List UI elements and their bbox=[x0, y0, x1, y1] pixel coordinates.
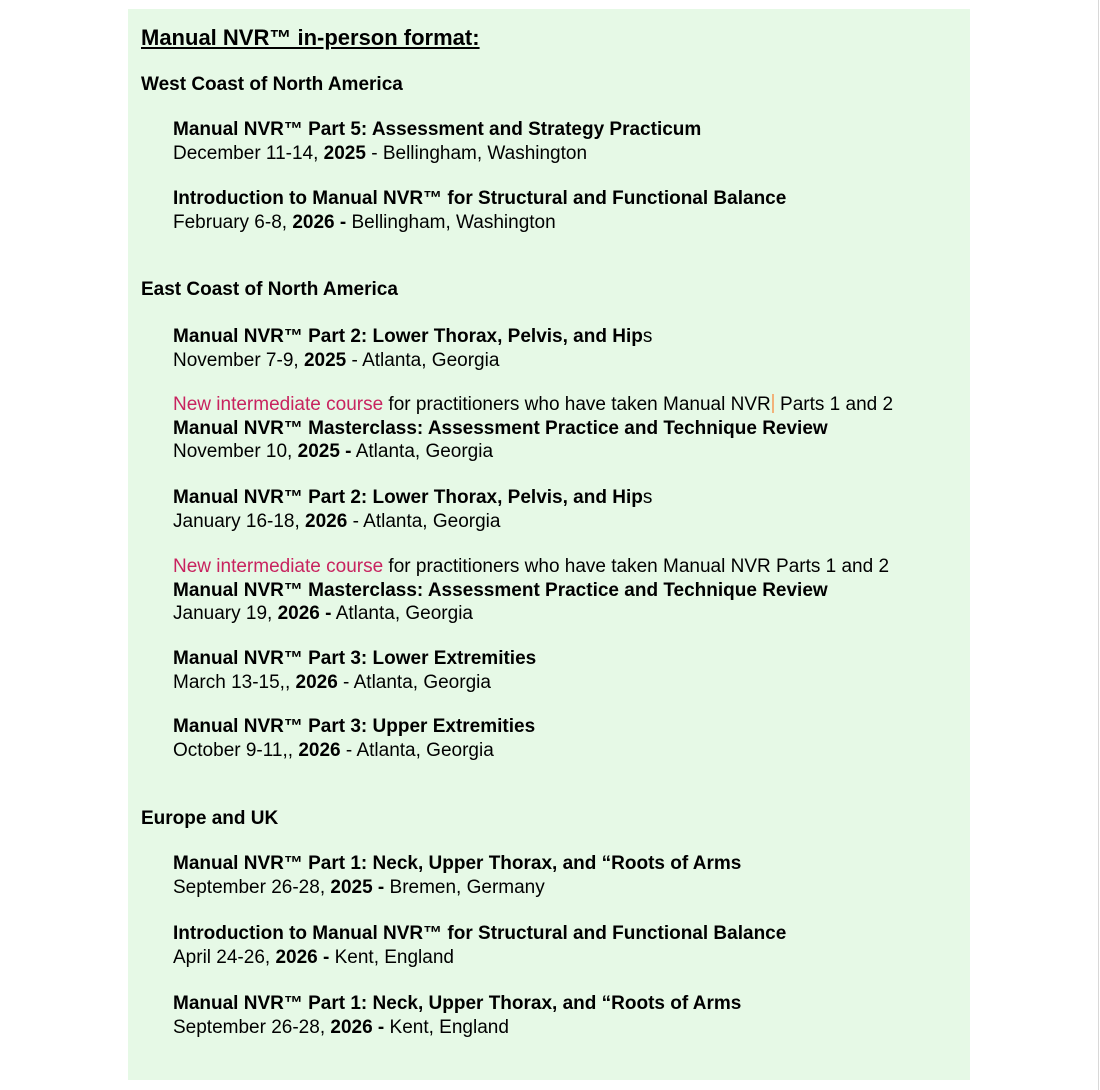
course-year: 2025 bbox=[303, 349, 347, 371]
course-entry bbox=[173, 852, 741, 899]
course-year: 2025 bbox=[323, 142, 366, 164]
course-year: 2026 - bbox=[275, 946, 330, 968]
course-location: Bremen, Germany bbox=[389, 876, 545, 898]
course-entry bbox=[173, 325, 652, 372]
separator: - bbox=[346, 349, 363, 371]
course-title-line bbox=[173, 325, 652, 349]
page-edge-divider bbox=[1098, 0, 1099, 1090]
course-date-line bbox=[173, 946, 786, 970]
course-year: 2025 - bbox=[297, 441, 352, 462]
course-entry bbox=[173, 187, 786, 234]
course-title: Manual NVR™ Part 2: Lower Thorax, Pelvis, and Hip bbox=[173, 487, 643, 508]
course-note bbox=[173, 393, 893, 417]
course-date: March 13-15,, bbox=[173, 671, 296, 693]
course-year: 2026 - bbox=[330, 1016, 385, 1038]
course-location: Bellingham, Washington bbox=[382, 142, 588, 164]
course-entry bbox=[173, 486, 652, 533]
course-entry bbox=[173, 118, 701, 165]
course-title: Manual NVR™ Part 5: Assessment and Strategy Practicum bbox=[173, 119, 702, 140]
region-heading-east-coast: East Coast of North America bbox=[141, 279, 398, 300]
course-title-tail: s bbox=[642, 487, 653, 508]
course-date: April 24-26, bbox=[173, 946, 276, 968]
course-date: January 16-18, bbox=[173, 510, 306, 532]
course-location: Atlanta, Georgia bbox=[353, 671, 491, 693]
course-date-line bbox=[173, 739, 535, 763]
course-year: 2026 bbox=[305, 510, 348, 532]
course-date-line bbox=[173, 211, 786, 235]
course-date-line bbox=[173, 440, 893, 464]
note-text: for practitioners who have taken Manual NVR Parts 1 and 2 bbox=[383, 556, 890, 577]
course-title-line bbox=[173, 486, 652, 510]
course-location: Atlanta, Georgia bbox=[355, 441, 494, 462]
course-entry bbox=[173, 715, 535, 762]
note-text: Parts 1 and 2 bbox=[774, 394, 894, 415]
course-date: January 19, bbox=[173, 603, 278, 624]
course-location: Atlanta, Georgia bbox=[335, 603, 473, 624]
course-location: Atlanta, Georgia bbox=[363, 510, 501, 532]
course-location: Atlanta, Georgia bbox=[356, 739, 494, 761]
course-date-line bbox=[173, 142, 701, 166]
course-date-line bbox=[173, 876, 741, 900]
separator: - bbox=[365, 142, 383, 164]
region-heading-west-coast: West Coast of North America bbox=[141, 74, 403, 95]
course-title: Manual NVR™ Part 2: Lower Thorax, Pelvis, and Hip bbox=[173, 326, 643, 347]
course-date-line bbox=[173, 671, 536, 695]
course-location: Kent, England bbox=[389, 1016, 509, 1038]
course-date: February 6-8, bbox=[173, 211, 293, 233]
course-title: Introduction to Manual NVR™ for Structural and Functional Balance bbox=[173, 923, 787, 944]
course-title: Manual NVR™ Part 1: Neck, Upper Thorax, and “Roots of Arms bbox=[173, 993, 742, 1014]
course-note bbox=[173, 555, 889, 579]
course-location: Atlanta, Georgia bbox=[362, 349, 500, 371]
course-year: 2026 - bbox=[292, 211, 347, 233]
course-date: October 9-11,, bbox=[173, 739, 299, 761]
new-course-highlight: New intermediate course bbox=[173, 556, 384, 577]
course-date-line bbox=[173, 602, 889, 626]
course-date: November 10, bbox=[173, 441, 298, 462]
course-year: 2026 - bbox=[277, 603, 332, 624]
separator: - bbox=[337, 671, 354, 693]
course-year: 2026 bbox=[298, 739, 341, 761]
course-entry bbox=[173, 992, 741, 1039]
course-title: Manual NVR™ Masterclass: Assessment Practice and Technique Review bbox=[173, 417, 828, 439]
course-title: Manual NVR™ Part 3: Lower Extremities bbox=[173, 648, 537, 669]
separator: - bbox=[347, 510, 364, 532]
course-date: December 11-14, bbox=[173, 142, 324, 164]
course-entry bbox=[173, 555, 889, 626]
document-page bbox=[128, 9, 970, 1080]
course-date-line bbox=[173, 510, 652, 534]
separator: - bbox=[340, 739, 357, 761]
course-date: September 26-28, bbox=[173, 876, 331, 898]
course-title: Manual NVR™ Part 3: Upper Extremities bbox=[173, 716, 536, 737]
note-text: for practitioners who have taken Manual NVR bbox=[383, 394, 771, 415]
course-entry bbox=[173, 922, 786, 969]
course-year: 2026 bbox=[295, 671, 338, 693]
course-date: November 7-9, bbox=[173, 349, 304, 371]
document-title: Manual NVR™ in-person format: bbox=[141, 25, 480, 50]
course-year: 2025 - bbox=[330, 876, 385, 898]
course-location: Bellingham, Washington bbox=[351, 211, 556, 233]
text-cursor bbox=[772, 394, 774, 413]
course-title-tail: s bbox=[642, 326, 653, 347]
course-location: Kent, England bbox=[334, 946, 454, 968]
course-date-line bbox=[173, 1016, 741, 1040]
course-date-line bbox=[173, 349, 652, 373]
course-title: Manual NVR™ Masterclass: Assessment Practice and Technique Review bbox=[173, 579, 828, 601]
course-date: September 26-28, bbox=[173, 1016, 331, 1038]
course-title: Manual NVR™ Part 1: Neck, Upper Thorax, and “Roots of Arms bbox=[173, 853, 742, 874]
course-title: Introduction to Manual NVR™ for Structural and Functional Balance bbox=[173, 188, 787, 209]
course-entry bbox=[173, 647, 536, 694]
region-heading-europe-uk: Europe and UK bbox=[141, 808, 279, 829]
course-entry bbox=[173, 393, 893, 464]
new-course-highlight: New intermediate course bbox=[173, 394, 384, 415]
